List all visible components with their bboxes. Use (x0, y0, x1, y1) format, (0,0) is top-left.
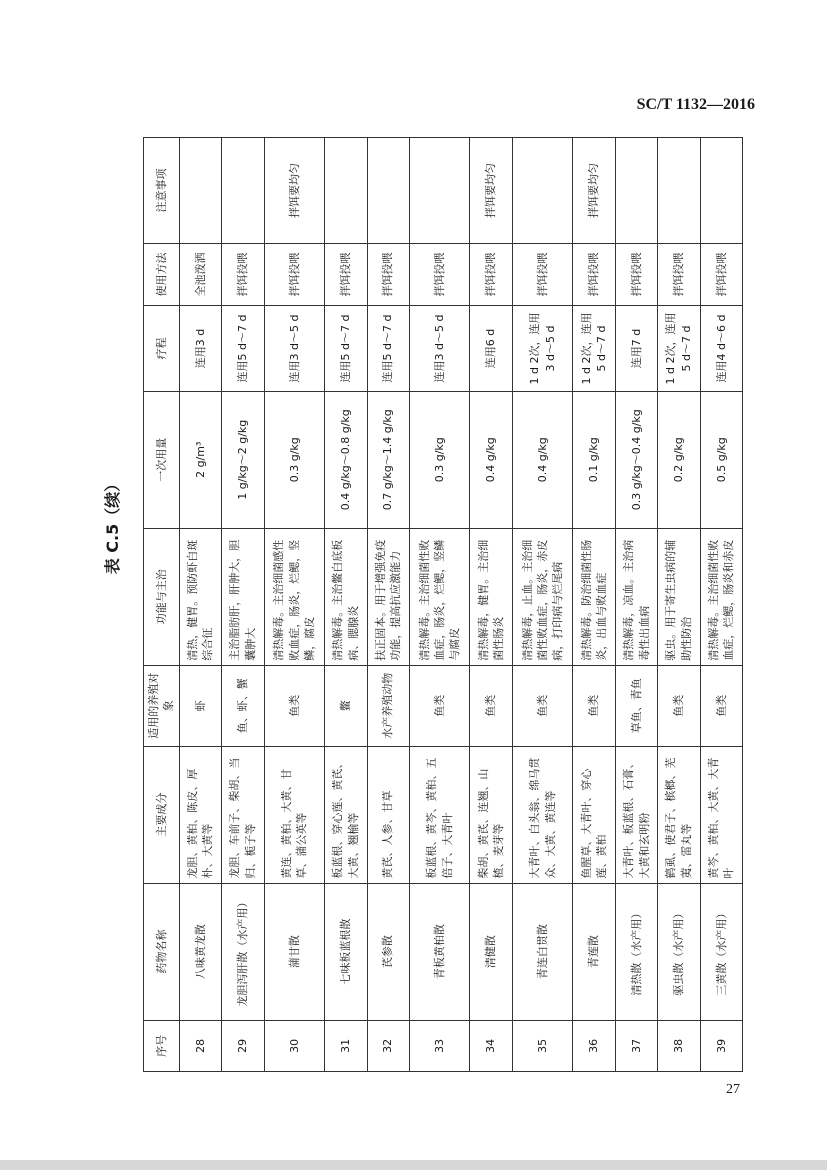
table-cell: 拌饵投喂 (512, 243, 573, 305)
table-cell: 鳖 (325, 665, 367, 746)
table-cell: 1 d 2次，连用5 d～7 d (573, 306, 615, 392)
table-cell: 青连白贯散 (512, 883, 573, 1020)
page-number: 27 (726, 1082, 740, 1097)
table-cell (367, 138, 409, 244)
table-cell: 清热，健胃。预防虾白斑综合征 (179, 528, 221, 665)
table-cell: 1 d 2次，连用3 d～5 d (512, 306, 573, 392)
table-cell: 清热解毒，止血。主治细菌性败血症，肠炎，赤皮病，打印病与烂尾病 (512, 528, 573, 665)
standard-code: SC/T 1132—2016 (636, 96, 755, 113)
table-cell: 黄芪、人参、甘草 (367, 746, 409, 883)
table-cell: 驱虫。用于寄生虫病的辅助性防治 (658, 528, 700, 665)
table-cell: 拌饵投喂 (367, 243, 409, 305)
table-cell: 31 (325, 1020, 367, 1071)
table-cell: 鱼类 (658, 665, 700, 746)
table-cell: 主治脂肪肝，肝肿大，胆囊肿大 (222, 528, 264, 665)
table-cell: 1 d 2次，连用5 d～7 d (658, 306, 700, 392)
column-header: 使用方法 (144, 243, 180, 305)
table-cell (658, 138, 700, 244)
rotated-table-container (143, 137, 743, 1072)
table-cell: 拌饵投喂 (325, 243, 367, 305)
column-header: 适用的养殖对象 (144, 665, 180, 746)
table-cell: 蒲甘散 (264, 883, 325, 1020)
table-cell: 33 (409, 1020, 470, 1071)
table-cell: 29 (222, 1020, 264, 1071)
table-cell: 0.3 g/kg (409, 391, 470, 528)
table-cell: 0.3 g/kg (264, 391, 325, 528)
table-cell: 鱼类 (512, 665, 573, 746)
table-cell: 虾 (179, 665, 221, 746)
table-cell: 青莲散 (573, 883, 615, 1020)
table-cell: 清热解毒。主治细菌性败血症，烂鳃，肠炎和赤皮 (700, 528, 742, 665)
table-cell: 清健散 (470, 883, 512, 1020)
table-header-row (144, 138, 180, 1072)
table-cell: 鹤虱、使君子、槟榔、芜荑、雷丸等 (658, 746, 700, 883)
table-cell: 拌饵投喂 (470, 243, 512, 305)
table-cell: 0.4 g/kg (512, 391, 573, 528)
table-row (512, 138, 573, 1072)
table-cell: 鱼腥草、大青叶、穿心莲、黄柏 (573, 746, 615, 883)
table-cell: 36 (573, 1020, 615, 1071)
column-header: 疗程 (144, 306, 180, 392)
table-cell: 拌饵投喂 (409, 243, 470, 305)
table-row (264, 138, 325, 1072)
table-cell: 龙胆泻肝散（水产用） (222, 883, 264, 1020)
table-row (658, 138, 700, 1072)
table-cell: 连用3 d～5 d (264, 306, 325, 392)
table-cell: 黄连、黄柏、大黄、甘草、蒲公英等 (264, 746, 325, 883)
table-cell: 连用5 d～7 d (222, 306, 264, 392)
table-cell: 全池泼洒 (179, 243, 221, 305)
column-header: 注意事项 (144, 138, 180, 244)
table-cell: 龙胆、黄柏、陈皮、厚朴、大黄等 (179, 746, 221, 883)
table-cell: 连用4 d～6 d (700, 306, 742, 392)
table-cell: 拌饵投喂 (658, 243, 700, 305)
column-header: 主要成分 (144, 746, 180, 883)
table-cell: 拌饵要均匀 (573, 138, 615, 244)
table-cell: 35 (512, 1020, 573, 1071)
table-cell: 清热解毒。防治细菌性肠炎，出血与败血症 (573, 528, 615, 665)
table-cell: 连用3 d～5 d (409, 306, 470, 392)
table-cell (222, 138, 264, 244)
table-cell: 0.4 g/kg～0.8 g/kg (325, 391, 367, 528)
table-row (222, 138, 264, 1072)
table-cell: 连用3 d (179, 306, 221, 392)
table-row (615, 138, 657, 1072)
table-row (470, 138, 512, 1072)
bottom-bar (0, 1160, 827, 1170)
table-cell: 0.5 g/kg (700, 391, 742, 528)
table-cell: 28 (179, 1020, 221, 1071)
table-cell: 水产养殖动物 (367, 665, 409, 746)
table-cell: 三黄散（水产用） (700, 883, 742, 1020)
table-cell: 34 (470, 1020, 512, 1071)
table-cell: 连用5 d～7 d (367, 306, 409, 392)
table-cell (700, 138, 742, 244)
table-cell (325, 138, 367, 244)
table-cell (179, 138, 221, 244)
table-cell: 鱼类 (409, 665, 470, 746)
drug-table (143, 137, 743, 1072)
table-cell: 鱼类 (573, 665, 615, 746)
table-cell (615, 138, 657, 244)
table-cell: 拌饵要均匀 (264, 138, 325, 244)
table-cell: 2 g/m³ (179, 391, 221, 528)
table-cell: 清热散（水产用） (615, 883, 657, 1020)
table-body (179, 138, 742, 1072)
table-cell: 板蓝根、黄芩、黄柏、五倍子、大青叶 (409, 746, 470, 883)
table-cell: 鱼、虾、蟹 (222, 665, 264, 746)
table-cell: 32 (367, 1020, 409, 1071)
table-row (700, 138, 742, 1072)
table-cell: 37 (615, 1020, 657, 1071)
table-cell: 拌饵投喂 (264, 243, 325, 305)
table-cell: 0.7 g/kg～1.4 g/kg (367, 391, 409, 528)
table-cell: 八味黄龙散 (179, 883, 221, 1020)
table-cell: 鱼类 (700, 665, 742, 746)
table-title: 表 C.5（续） (103, 475, 122, 575)
table-row (367, 138, 409, 1072)
table-cell: 七味板蓝根散 (325, 883, 367, 1020)
table-cell: 拌饵投喂 (573, 243, 615, 305)
table-cell: 柴胡、黄芪、连翘、山楂、麦芽等 (470, 746, 512, 883)
table-cell: 大青叶、白头翁、绵马贯众、大黄、黄连等 (512, 746, 573, 883)
table-row (179, 138, 221, 1072)
table-cell: 驱虫散（水产用） (658, 883, 700, 1020)
table-row (573, 138, 615, 1072)
table-cell: 1 g/kg～2 g/kg (222, 391, 264, 528)
table-cell: 青板黄柏散 (409, 883, 470, 1020)
table-cell: 大青叶、板蓝根、石膏、大黄和玄明粉 (615, 746, 657, 883)
table-cell: 0.2 g/kg (658, 391, 700, 528)
table-cell: 清热解毒，凉血。主治病毒性出血病 (615, 528, 657, 665)
table-cell: 鱼类 (470, 665, 512, 746)
table-cell: 0.1 g/kg (573, 391, 615, 528)
table-cell: 30 (264, 1020, 325, 1071)
table-cell: 拌饵投喂 (615, 243, 657, 305)
table-cell: 39 (700, 1020, 742, 1071)
table-cell: 连用7 d (615, 306, 657, 392)
table-cell: 连用5 d～7 d (325, 306, 367, 392)
table-row (325, 138, 367, 1072)
table-cell: 0.3 g/kg～0.4 g/kg (615, 391, 657, 528)
table-cell: 0.4 g/kg (470, 391, 512, 528)
table-cell: 清热解毒，健胃。主治细菌性肠炎 (470, 528, 512, 665)
table-cell: 拌饵投喂 (222, 243, 264, 305)
table-cell: 板蓝根、穿心莲、黄芪、大黄、翘榆等 (325, 746, 367, 883)
table-cell: 芪参散 (367, 883, 409, 1020)
table-cell: 38 (658, 1020, 700, 1071)
table-cell: 黄芩、黄柏、大黄、大青叶 (700, 746, 742, 883)
table-cell: 清热解毒。主治细菌性败血症，肠炎，烂鳃，竖鳞与腐皮 (409, 528, 470, 665)
table-cell: 草鱼、青鱼 (615, 665, 657, 746)
table-cell: 拌饵要均匀 (470, 138, 512, 244)
table-row (409, 138, 470, 1072)
table-cell: 鱼类 (264, 665, 325, 746)
table-cell: 拌饵投喂 (700, 243, 742, 305)
column-header: 序号 (144, 1020, 180, 1071)
table-cell: 扶正固本。用于增强免疫功能，提高抗应激能力 (367, 528, 409, 665)
table-cell: 龙胆、车前子、柴胡、当归、栀子等 (222, 746, 264, 883)
table-cell (409, 138, 470, 244)
column-header: 一次用量 (144, 391, 180, 528)
table-cell (512, 138, 573, 244)
column-header: 功能与主治 (144, 528, 180, 665)
table-cell: 清热解毒。主治鳖白底板病、腮腺炎 (325, 528, 367, 665)
table-cell: 清热解毒。主治细菌感性败血症，肠炎，烂鳃，竖鳞，腐皮 (264, 528, 325, 665)
table-cell: 连用6 d (470, 306, 512, 392)
column-header: 药物名称 (144, 883, 180, 1020)
